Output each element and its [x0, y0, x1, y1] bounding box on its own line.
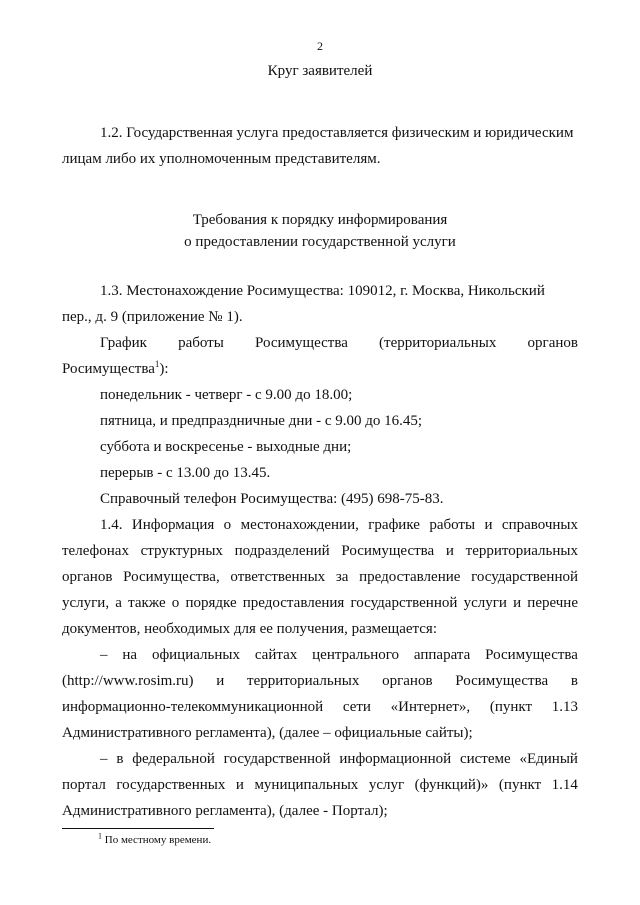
- paragraph-line: пер., д. 9 (приложение № 1).: [62, 309, 243, 325]
- section-heading-informing: [0, 209, 640, 253]
- footnote: [98, 831, 212, 846]
- bullet-word: (функций)»: [414, 777, 489, 793]
- schedule-line-1: [62, 330, 578, 356]
- website-link[interactable]: (http://www.rosim.ru): [62, 673, 194, 689]
- bullet-word: информационной: [339, 751, 452, 767]
- bullet-word: территориальных: [247, 673, 360, 689]
- paragraph-1-2: [62, 120, 578, 172]
- footnote-separator: [62, 828, 214, 829]
- schedule-word: работы: [178, 335, 224, 351]
- schedule-item: пятница, и предпраздничные дни - с 9.00 до 16.45;: [100, 413, 423, 429]
- paragraph-line: документов, необходимых для ее получения, размещается:: [62, 621, 437, 637]
- bullet-word: государственных: [116, 777, 226, 793]
- schedule-item: понедельник - четверг - с 9.00 до 18.00;: [100, 387, 353, 403]
- footnote-reference: 1: [154, 359, 160, 369]
- bullet-portal: [62, 746, 578, 824]
- bullet-word: «Единый: [519, 751, 578, 767]
- footnote-text: По местному времени.: [104, 834, 212, 846]
- footnote-mark: 1: [98, 831, 102, 841]
- bullet-line: [62, 668, 578, 694]
- schedule-text: Росимущества: [62, 361, 155, 377]
- bullet-word: (пункт: [489, 699, 533, 715]
- page-number: 2: [317, 39, 323, 53]
- paragraph-line: [62, 512, 578, 538]
- bullet-line: [62, 694, 578, 720]
- reference-phone: Справочный телефон Росимущества: (495) 698-75-83.: [100, 491, 444, 507]
- bullet-word: аппарата: [413, 647, 471, 663]
- schedule-item: суббота и воскресенье - выходные дни;: [100, 439, 352, 455]
- bullet-word: 1.13: [551, 699, 578, 715]
- bullet-word: Росимущества: [455, 673, 549, 689]
- bullet-line: [62, 772, 578, 798]
- schedule-word: (территориальных: [379, 335, 497, 351]
- bullet-word: центрального: [312, 647, 400, 663]
- schedule-word: органов: [527, 335, 578, 351]
- bullet-word: услуг: [368, 777, 405, 793]
- paragraph-text: органов Росимущества, ответственных за предоставление государственной: [62, 569, 578, 585]
- paragraph-1-4: [62, 512, 578, 642]
- bullet-line: [62, 642, 578, 668]
- bullet-word: Росимущества: [485, 647, 578, 663]
- section-heading-applicants: Круг заявителей: [267, 63, 373, 79]
- schedule-word: Росимущества: [255, 335, 348, 351]
- bullet-word: и: [235, 777, 244, 793]
- paragraph-text: 1.4. Информация о местонахождении, графике работы и справочных: [100, 517, 578, 533]
- paragraph-line: лицам либо их уполномоченным представителям.: [62, 151, 381, 167]
- bullet-word: на: [122, 647, 138, 663]
- paragraph-line: [62, 590, 578, 616]
- bullet-word: портал: [62, 777, 106, 793]
- bullet-word: сайтах: [254, 647, 298, 663]
- bullet-word: и: [216, 673, 225, 689]
- schedule-text: ):: [159, 361, 169, 377]
- bullet-word: федеральной: [132, 751, 215, 767]
- bullet-word: органов: [382, 673, 433, 689]
- bullet-word: государственной: [223, 751, 331, 767]
- bullet-word: официальных: [151, 647, 240, 663]
- bullet-line: Административного регламента), (далее - Портал);: [62, 803, 388, 819]
- bullet-official-sites: [62, 642, 578, 746]
- bullet-word: информационно-телекоммуникационной: [62, 699, 324, 715]
- heading-line: Требования к порядку информирования: [192, 212, 448, 228]
- schedule-line-2: [62, 356, 578, 382]
- work-schedule: [62, 330, 578, 512]
- bullet-word: системе: [459, 751, 511, 767]
- bullet-line: [62, 746, 578, 772]
- paragraph-1-3: [62, 278, 578, 330]
- bullet-word: в: [570, 673, 578, 689]
- paragraph-text: телефонах структурных подразделений Росимущества и территориальных: [62, 543, 578, 559]
- bullet-word: «Интернет»,: [390, 699, 471, 715]
- bullet-word: (пункт: [498, 777, 542, 793]
- bullet-dash: –: [100, 647, 108, 663]
- paragraph-line: [62, 564, 578, 590]
- paragraph-line: 1.3. Местонахождение Росимущества: 109012, г. Москва, Никольский: [100, 283, 545, 299]
- schedule-word: График: [100, 335, 147, 351]
- heading-line: о предоставлении государственной услуги: [184, 234, 456, 250]
- bullet-word: 1.14: [551, 777, 578, 793]
- bullet-word: муниципальных: [254, 777, 359, 793]
- schedule-item: перерыв - с 13.00 до 13.45.: [100, 465, 271, 481]
- bullet-dash: –: [100, 751, 108, 767]
- bullet-word: в: [116, 751, 124, 767]
- bullet-line: Административного регламента), (далее – официальные сайты);: [62, 725, 473, 741]
- paragraph-line: [62, 538, 578, 564]
- bullet-word: сети: [342, 699, 371, 715]
- paragraph-line: 1.2. Государственная услуга предоставляется физическим и юридическим: [100, 125, 574, 141]
- paragraph-text: услуги, а также о порядке предоставления государственной услуги и перечне: [62, 595, 578, 611]
